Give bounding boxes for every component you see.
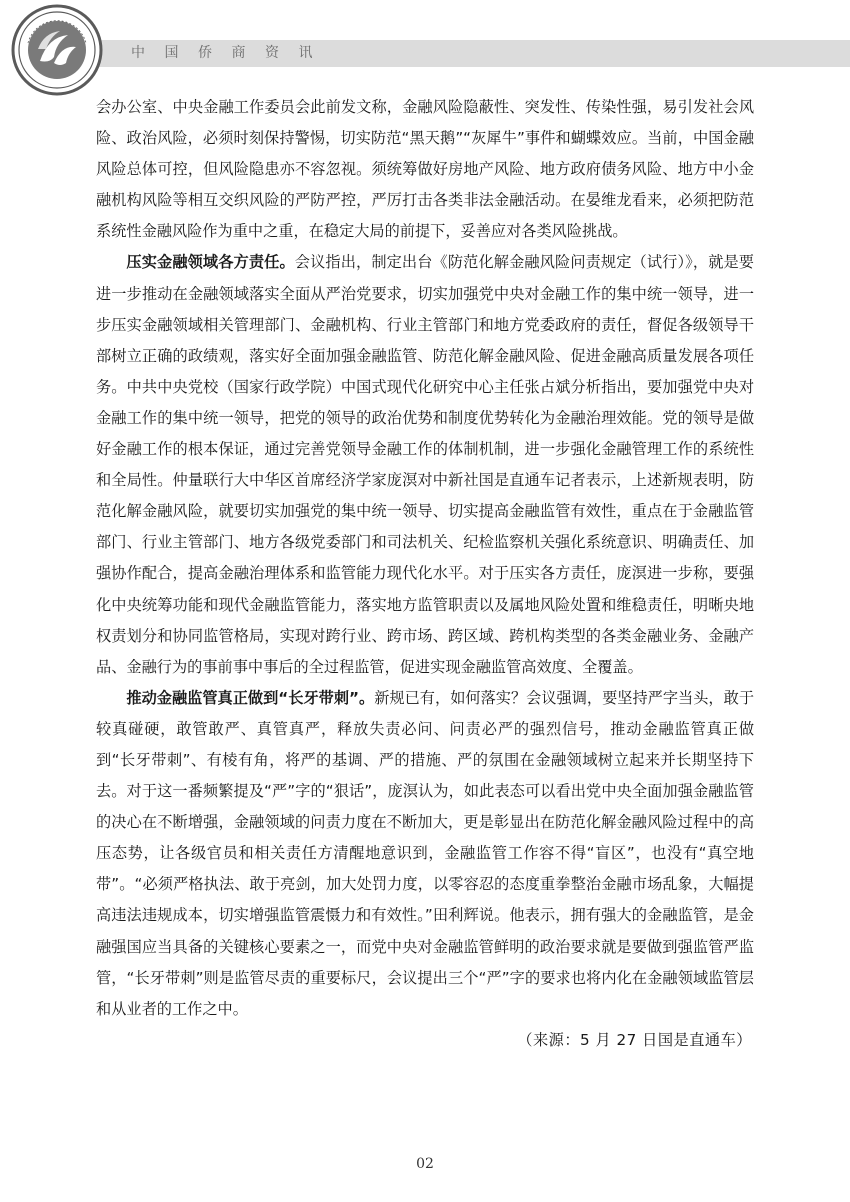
paragraph-supervision-text: 新规已有，如何落实？会议强调，要坚持严字当头，敢于较真碰硬，敢管敢严、真管真严，释放失责必问、问责必严的强烈信号，推动金融监管真正做到“长牙带刺”、有棱有角，将严的基调、严的措施、严的氛围在金融领域树立起来并长期坚持下去。对于这一番频繁提及“严”字的“狠话”，庞溟认为，如此表态可以看出党中央全面加强金融监管的决心在不断增强，金融领域的问责力度在不断加大，更是彰显出在防范化解金融风险过程中的高压态势，让各级官员和相关责任方清醒地意识到，金融监管工作容不得“盲区”，也没有“真空地带”。“必须严格执法、敢于亮剑，加大处罚力度，以零容忍的态度重拳整治金融市场乱象，大幅提高违法违规成本，切实增强监管震慑力和有效性。”田利辉说。他表示，拥有强大的金融监管，是金融强国应当具备的关键核心要素之一，而党中央对金融监管鲜明的政治要求就是要做到强监管严监管，“长牙带刺”则是监管尽责的重要标尺，会议提出三个“严”字的要求也将内化在金融领域监管层和从业者的工作之中。 (96, 688, 755, 1018)
source-citation: （来源：5 月 27 日国是直通车） (517, 1030, 752, 1049)
organization-logo (10, 3, 104, 97)
article-body (96, 92, 754, 1056)
logo-emblem-icon (10, 3, 104, 97)
page-number: 02 (416, 1156, 434, 1172)
paragraph-intro: 会办公室、中央金融工作委员会此前发文称，金融风险隐蔽性、突发性、传染性强，易引发社会风险、政治风险，必须时刻保持警惕，切实防范“黑天鹅”“灰犀牛”事件和蝴蝶效应。当前，中国金融风险总体可控，但风险隐患亦不容忽视。须统筹做好房地产风险、地方政府债务风险、地方中小金融机构风险等相互交织风险的严防严控，严厉打击各类非法金融活动。在晏维龙看来，必须把防范系统性金融风险作为重中之重，在稳定大局的前提下，妥善应对各类风险挑战。 (96, 98, 754, 241)
paragraph-responsibility-text: 会议指出，制定出台《防范化解金融风险问责规定（试行）》，就是要进一步推动在金融领域落实全面从严治党要求，切实加强党中央对金融工作的集中统一领导，进一步压实金融领域相关管理部门、金融机构、行业主管部门和地方党委政府的责任，督促各级领导干部树立正确的政绩观，落实好全面加强金融监管、防范化解金融风险、促进金融高质量发展各项任务。中共中央党校（国家行政学院）中国式现代化研究中心主任张占斌分析指出，要加强党中央对金融工作的集中统一领导，把党的领导的政治优势和制度优势转化为金融治理效能。党的领导是做好金融工作的根本保证，通过完善党领导金融工作的体制机制，进一步强化金融管理工作的系统性和全局性。仲量联行大中华区首席经济学家庞溟对中新社国是直通车记者表示，上述新规表明，防范化解金融风险，就要切实加强党的集中统一领导、切实提高金融监管有效性，重点在于金融监管部门、行业主管部门、地方各级党委部门和司法机关、纪检监察机关强化系统意识、明确责任、加强协作配合，提高金融治理体系和监管能力现代化水平。对于压实各方责任，庞溟进一步称，要强化中央统筹功能和现代金融监管能力，落实地方监管职责以及属地风险处置和维稳责任，明晰央地权责划分和协同监管格局，实现对跨行业、跨市场、跨区域、跨机构类型的各类金融业务、金融产品、金融行为的事前事中事后的全过程监管，促进实现金融监管高效度、全覆盖。 (96, 253, 754, 676)
section-heading-responsibility: 压实金融领域各方责任。 (126, 253, 295, 272)
header-title: 中国侨商资讯 (131, 45, 332, 61)
paragraph-supervision (96, 683, 754, 1025)
section-heading-supervision: 推动金融监管真正做到“长牙带刺”。 (126, 688, 375, 707)
paragraph-responsibility (96, 247, 754, 682)
